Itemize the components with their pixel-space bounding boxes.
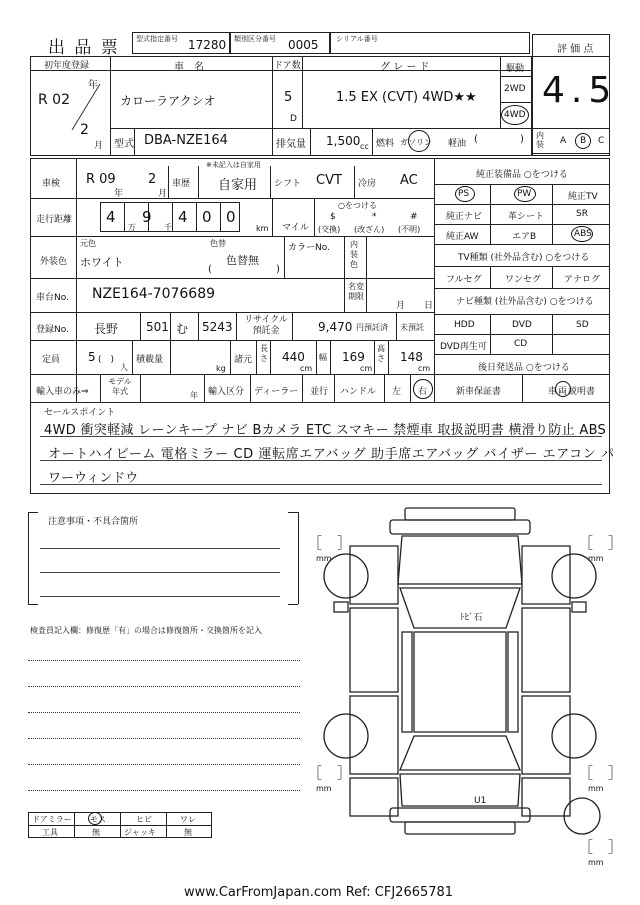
plate-number: 5243 (202, 320, 233, 334)
type-approval-value: 17280 (188, 38, 227, 52)
model-label: 型式 (114, 139, 134, 150)
equip-ps-circle (455, 186, 475, 202)
meter-opt-unknown-sym: # (410, 212, 418, 222)
mileage-digit-1: 4 (106, 208, 116, 226)
inspection-label: 車検 (42, 179, 61, 189)
plate-region: 長野 (94, 322, 119, 336)
equip-ps: PS (458, 189, 470, 199)
meter-opt-unknown: (不明) (398, 225, 421, 234)
mirror-circle (88, 812, 102, 825)
import-dealer: ディーラー (254, 387, 299, 397)
evaluation-title: 評 価 点 (557, 44, 594, 55)
crack-label: ヒビ (136, 815, 152, 824)
chassis-value: NZE164-7076689 (92, 286, 216, 302)
shift-label: シフト (274, 179, 302, 189)
drive-label: 駆動 (506, 64, 525, 74)
first-reg-year: R 02 (38, 92, 70, 108)
class-label: 類別区分番号 (234, 35, 276, 43)
meter-note: ○をつける (338, 201, 377, 210)
interior-color-label: 内装色 (350, 240, 358, 269)
manual-a: 車 (548, 387, 558, 397)
grade-label: グ レ ー ド (380, 62, 430, 73)
tools-label: 工具 (42, 828, 58, 837)
handle-right-circle (413, 379, 433, 399)
doors-label: ドア数 (274, 61, 301, 71)
import-parallel: 並行 (310, 387, 329, 397)
interior-grade-label: 内装 (536, 131, 544, 149)
mm-rl: mm (316, 784, 332, 793)
month-unit: 月 (94, 141, 104, 151)
fuel-paren-open: ( (474, 134, 478, 145)
cc-unit: cc (360, 142, 369, 151)
height-label: 高さ (377, 344, 385, 363)
recycle-unpaid: 未預託 (400, 323, 424, 332)
equip-abs-circle (571, 226, 593, 242)
length-cm: cm (300, 364, 313, 373)
mileage-digit-3: 4 (178, 208, 188, 226)
fuel-diesel: 軽油 (448, 139, 467, 149)
equip-sr: SR (576, 209, 588, 219)
drive-2wd: 2WD (504, 84, 526, 94)
break-label: ワレ (180, 815, 196, 824)
expiry-month: 月 (396, 301, 406, 311)
jack-label: ジャッキ (124, 828, 156, 837)
inspection-month-unit: 月 (158, 189, 168, 199)
inspection-year-unit: 年 (114, 189, 124, 199)
equip-leather: 革シート (508, 212, 545, 222)
manual-b: 両 (558, 387, 568, 397)
evaluation-score: 4.5 (542, 70, 618, 111)
plate-kana: む (176, 322, 189, 336)
plate-class: 501 (146, 320, 169, 334)
color-paren-open: ( (208, 264, 212, 275)
displacement-value: 1,500 (326, 134, 361, 148)
manual-c: 説明書 (568, 387, 596, 397)
equip-pw: PW (517, 189, 532, 199)
plate-label: 登録No. (36, 325, 69, 335)
mm-rr: mm (588, 784, 604, 793)
interior-grade-box (532, 128, 610, 156)
history-label: 車歴 (172, 179, 191, 189)
sheet-title: 出 品 票 (48, 38, 120, 58)
tv-analog: アナログ (564, 275, 601, 285)
bracket-rr: ［ ］ (578, 764, 624, 782)
load-label: 積載量 (136, 355, 164, 365)
mileage-digit-4: 0 (202, 208, 212, 226)
mileage-man: 万 (128, 223, 136, 232)
width-cm: cm (360, 364, 373, 373)
unregistered-note: ※未記入は自家用 (206, 161, 261, 169)
mileage-digit-2: 9 (142, 208, 152, 226)
bracket-fr: ［ ］ (578, 534, 624, 552)
cd-option: CD (514, 339, 528, 349)
meter-opt-exchange: (交換) (318, 225, 341, 234)
recycle-paid: 円預託済 (356, 323, 388, 332)
load-kg: kg (216, 364, 226, 373)
car-name-label: 車 名 (174, 62, 204, 73)
interior-a: A (560, 136, 567, 146)
color-label: 外装色 (40, 257, 68, 267)
color-change-label: 色替 (210, 239, 226, 248)
length-value: 440 (282, 350, 305, 364)
new-car-warranty: 新車保証書 (456, 387, 502, 397)
mileage-sen: 千 (164, 223, 172, 232)
inspection-month: 2 (148, 172, 157, 187)
mileage-km: km (256, 224, 269, 233)
inspection-year: R 09 (86, 172, 116, 187)
caution-label: 注意事項・不具合箇所 (48, 517, 139, 527)
meter-opt-altered: (改ざん) (354, 225, 385, 234)
bracket-spare: ［ ］ (578, 838, 624, 856)
fuel-paren-close: ) (520, 134, 524, 145)
meter-opt-altered-sym: * (372, 212, 377, 222)
equip-airbag: エアB (512, 232, 537, 242)
interior-c: C (598, 136, 605, 146)
width-value: 169 (342, 350, 365, 364)
model-value: DBA-NZE164 (144, 133, 228, 148)
car-name: カローラアクシオ (120, 94, 216, 108)
manual-circle (555, 381, 571, 397)
tv-fullseg: フルセグ (446, 275, 482, 285)
mile-label: マイル (282, 223, 309, 233)
import-label: 輸入車のみ⇒ (36, 387, 89, 397)
height-value: 148 (400, 350, 423, 364)
model-year-label: モデル年式 (108, 377, 132, 396)
mileage-digit-5: 0 (226, 208, 236, 226)
recycle-value: 9,470 (318, 320, 353, 334)
width-label: 幅 (319, 353, 327, 362)
length-label: 長さ (260, 344, 268, 363)
capacity-value: 5 (88, 350, 96, 364)
grade-value: 1.5 EX (CVT) 4WD★★ (336, 90, 477, 105)
mirror-label: ドアミラー (32, 815, 72, 824)
bracket-fl: ［ ］ (307, 534, 353, 552)
door-type: D (290, 114, 297, 124)
fuel-gasoline: ガソリン (400, 138, 432, 147)
handle-left: 左 (392, 387, 402, 397)
tv-oneseg: ワンセグ (505, 275, 542, 285)
orig-color: ホワイト (80, 256, 124, 269)
first-reg-label: 初年度登録 (44, 61, 90, 71)
equip-abs: ABS (574, 229, 592, 239)
navi-dvd: DVD (512, 320, 532, 330)
capacity-label: 定員 (42, 355, 61, 365)
equip-tv: 純正TV (568, 192, 598, 202)
navi-title: ナビ種類 (社外品含む) ○をつける (456, 297, 594, 307)
footer-reference: www.CarFromJapan.com Ref: CFJ2665781 (184, 885, 454, 900)
shift-value: CVT (316, 173, 342, 188)
color-no-label: カラーNo. (288, 243, 330, 253)
expiry-label: 名変期限 (348, 282, 364, 301)
tv-title: TV種類 (社外品含む) ○をつける (458, 253, 590, 263)
rear-mark: U1 (474, 796, 487, 806)
mileage-label: 走行距離 (36, 215, 73, 225)
fuel-label: 燃料 (376, 139, 395, 149)
navi-hdd: HDD (454, 320, 475, 330)
car-body-diagram (310, 506, 610, 846)
inspector-label: 検査員記入欄：修復歴「有」の場合は修復箇所・交換箇所を記入 (30, 626, 262, 635)
mirror-value: モス (90, 815, 106, 824)
recycle-label: リサイクル預託金 (244, 315, 288, 336)
mm-fr: mm (588, 554, 604, 563)
expiry-day: 日 (424, 301, 434, 311)
import-type-label: 輸入区分 (208, 387, 245, 397)
spec-label: 諸元 (234, 355, 253, 365)
equipment-title: 純正装備品 ○をつける (476, 170, 568, 180)
history-value: 自家用 (218, 178, 258, 193)
capacity-paren: ( ) (98, 355, 115, 365)
chassis-label: 車台No. (36, 293, 69, 303)
jack-value: 無 (184, 828, 192, 837)
sales-line-1: 4WD 衝突軽減 レーンキープ ナビ Bカメラ ETC スマキー 禁煙車 取扱説明書 横滑り防止 ABS (44, 423, 607, 438)
orig-color-label: 元色 (80, 239, 96, 248)
ac-value: AC (400, 173, 418, 188)
capacity-unit: 人 (120, 363, 128, 372)
dvd-playback: DVD再生可 (440, 342, 487, 352)
sales-line-2: オートハイビーム 電格ミラー CD 運転席エアバッグ 助手席エアバッグ バイザー エアコン パ (48, 447, 615, 462)
height-cm: cm (418, 364, 431, 373)
ac-label: 冷房 (358, 179, 377, 189)
first-reg-month: 2 (80, 122, 89, 138)
fuel-gasoline-circle (408, 130, 430, 152)
drive-4wd: 4WD (504, 110, 526, 120)
navi-sd: SD (576, 320, 589, 330)
windshield-chip-mark: ﾄﾋﾞ石 (460, 613, 483, 623)
class-value: 0005 (288, 38, 319, 52)
mm-spare: mm (588, 858, 604, 867)
equip-navi: 純正ナビ (446, 212, 483, 222)
handle-label: ハンドル (340, 387, 377, 397)
equip-aw: 純正AW (446, 232, 479, 242)
docs-title: 後日発送品 ○をつける (478, 363, 570, 373)
type-approval-label: 型式指定番号 (136, 35, 178, 43)
model-year-unit: 年 (190, 391, 198, 400)
sales-label: セールスポイント (44, 408, 116, 418)
interior-b: B (580, 136, 587, 146)
mm-fl: mm (316, 554, 332, 563)
doors-value: 5 (284, 90, 293, 105)
color-change: 色替無 (226, 254, 259, 267)
displacement-label: 排気量 (276, 139, 306, 150)
color-paren-close: ) (276, 264, 280, 275)
equip-pw-circle (514, 186, 536, 202)
serial-label: シリアル番号 (336, 35, 378, 43)
year-unit: 年 (88, 80, 98, 91)
sales-line-3: ワーウィンドウ (48, 471, 139, 486)
meter-opt-exchange-sym: $ (330, 212, 336, 222)
handle-right: 右 (418, 387, 428, 397)
tools-value: 無 (92, 828, 100, 837)
drive-4wd-circle (501, 105, 529, 125)
bracket-rl: ［ ］ (307, 764, 353, 782)
